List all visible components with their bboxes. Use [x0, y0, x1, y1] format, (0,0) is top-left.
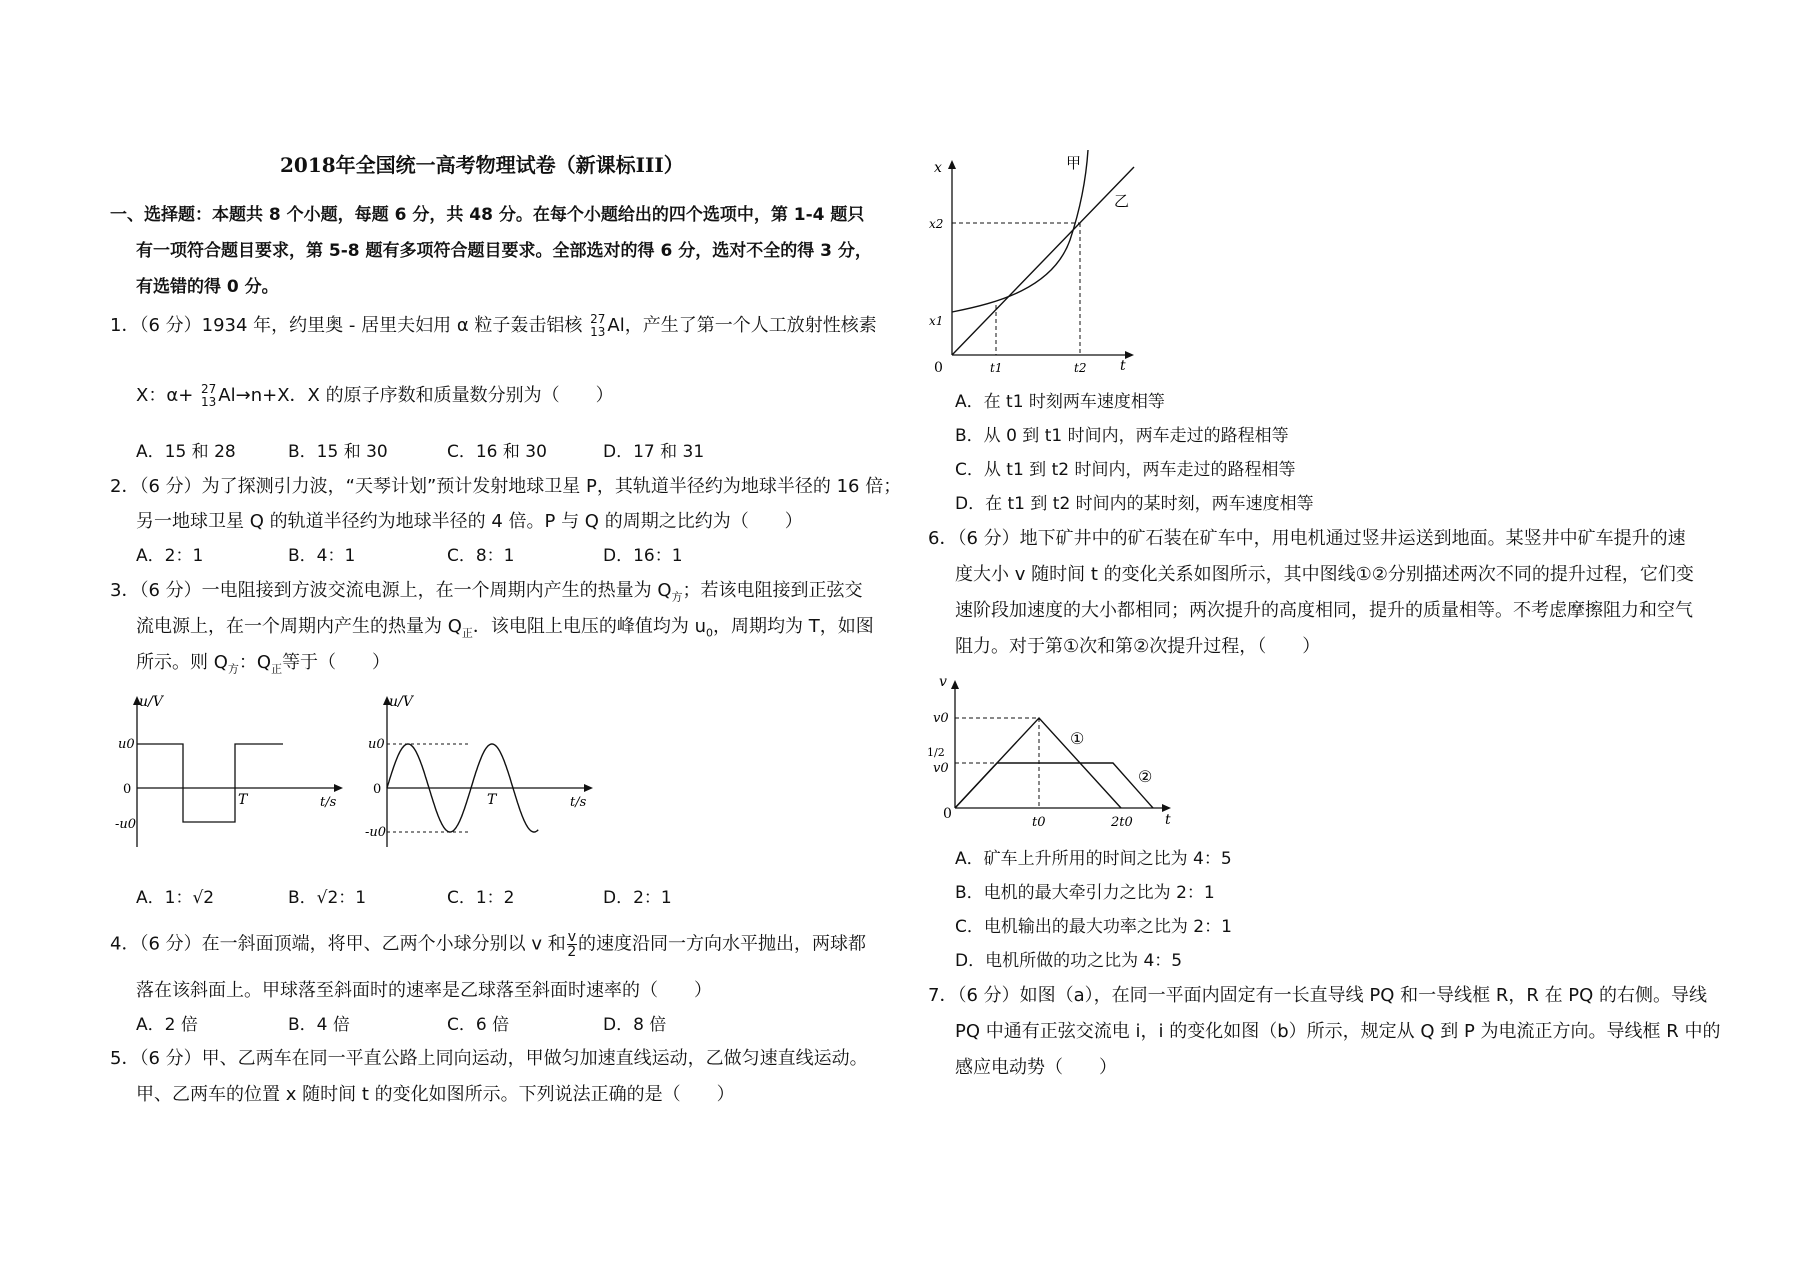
- q6-option-b: B．电机的最大牵引力之比为 2：1: [955, 883, 1215, 903]
- q7-line2: PQ 中通有正弦交流电 i，i 的变化如图（b）所示，规定从 Q 到 P 为电流正方向。导线框 R 中的: [955, 1021, 1721, 1042]
- q3-sq-T: T: [238, 792, 248, 808]
- q6-line-2: [955, 763, 1153, 808]
- q1-line2: X：α+ 27 13 Al→n+X．X 的原子序数和质量数分别为（ ）: [136, 382, 614, 409]
- q2-option-d: D．16：1: [603, 546, 683, 566]
- q5-line2: 甲、乙两车的位置 x 随时间 t 的变化如图所示。下列说法正确的是（ ）: [136, 1084, 735, 1105]
- q3-option-a: A．1：√2: [136, 888, 215, 908]
- q5-x-axis-label: x: [934, 160, 942, 176]
- q6-line4: 阻力。对于第①次和第②次提升过程，（ ）: [955, 636, 1321, 657]
- q2-option-b: B．4：1: [288, 546, 356, 566]
- q3-sin-y-label: u/V: [389, 694, 413, 710]
- q3-line1: 3．（6 分）一电阻接到方波交流电源上，在一个周期内产生的热量为 $Q_方$；若该电阻接到正弦交: [110, 580, 863, 604]
- q3-sq-x-label: t/s: [320, 795, 337, 810]
- q6-option-c: C．电机输出的最大功率之比为 2：1: [955, 917, 1232, 937]
- q6-velocity-time-graph: [925, 670, 1185, 830]
- q5-zero: 0: [934, 360, 943, 375]
- q3-sin-zero: 0: [373, 782, 382, 797]
- section-header-line1: 一、选择题：本题共 8 个小题，每题 6 分，共 48 分。在每个小题给出的四个选项中，第 1-4 题只: [110, 205, 865, 225]
- q5-curve-jia: [952, 150, 1088, 312]
- q6-option-d: D．电机所做的功之比为 4：5: [955, 951, 1183, 971]
- q7-line1: 7．（6 分）如图（a），在同一平面内固定有一长直导线 PQ 和一导线框 R，R 在 PQ 的右侧。导线: [928, 985, 1708, 1006]
- q2-option-a: A．2：1: [136, 546, 204, 566]
- q3-square-wave-graph: [115, 692, 350, 852]
- q6-line1: 6．（6 分）地下矿井中的矿石装在矿车中，用电机通过竖井运送到地面。某竖井中矿车提升的速: [928, 528, 1686, 549]
- q2-line2: 另一地球卫星 Q 的轨道半径约为地球半径的 4 倍。P 与 Q 的周期之比约为（ ）: [136, 511, 803, 532]
- q1-option-d: D．17 和 31: [603, 442, 705, 462]
- q6-half-v0: v0: [933, 761, 949, 776]
- q1-option-a: A．15 和 28: [136, 442, 236, 462]
- q1-nuclide-symbol: Al: [607, 315, 625, 336]
- q3-sin-neg-u0: -u0: [365, 825, 387, 840]
- q5-position-time-graph: [928, 140, 1148, 375]
- q5-t1: t1: [990, 361, 1003, 375]
- q3-option-b: B．√2：1: [288, 888, 367, 908]
- q4-line1: 4．（6 分）在一斜面顶端，将甲、乙两个小球分别以 v 和 $\frac{v}{2}$ 的速度沿同一方向水平抛出，两球都: [110, 929, 867, 960]
- q4-option-d: D．8 倍: [603, 1015, 667, 1035]
- section-header-line2: 有一项符合题目要求，第 5-8 题有多项符合题目要求。全部选对的得 6 分，选对不全的得 3 分，: [136, 241, 872, 261]
- q6-option-a: A．矿车上升所用的时间之比为 4：5: [955, 849, 1232, 869]
- q3-sine-wave-graph: [365, 692, 605, 852]
- q3-sq-zero: 0: [123, 782, 132, 797]
- q2-option-c: C．8：1: [447, 546, 515, 566]
- q2-line1: 2．（6 分）为了探测引力波，“天琴计划”预计发射地球卫星 P，其轨道半径约为地球半径的 16 倍；: [110, 476, 902, 497]
- q5-label-yi: 乙: [1114, 192, 1130, 210]
- q5-line1: 5．（6 分）甲、乙两车在同一平直公路上同向运动，甲做匀加速直线运动，乙做匀速直线运动。: [110, 1048, 868, 1069]
- q6-t-axis-label: t: [1165, 812, 1171, 828]
- q6-2t0: 2t0: [1111, 815, 1133, 830]
- q1-option-c: C．16 和 30: [447, 442, 547, 462]
- q6-line2: 度大小 v 随时间 t 的变化关系如图所示，其中图线①②分别描述两次不同的提升过程，它们变: [955, 564, 1694, 585]
- section-header-line3: 有选错的得 0 分。: [136, 277, 279, 297]
- q5-x2: x2: [929, 217, 944, 231]
- q5-line-yi: [952, 167, 1134, 355]
- q3-sq-u0: u0: [118, 737, 135, 752]
- q5-t-axis-label: t: [1120, 358, 1126, 374]
- q5-t2: t2: [1074, 361, 1087, 375]
- q4-option-b: B．4 倍: [288, 1015, 350, 1035]
- q1-line1: [110, 313, 877, 339]
- q3-sq-y-label: u/V: [139, 694, 163, 710]
- q3-sin-x-label: t/s: [570, 795, 587, 810]
- q4-option-a: A．2 倍: [136, 1015, 198, 1035]
- q6-line3: 速阶段加速度的大小都相同；两次提升的高度相同，提升的质量相等。不考虑摩擦阻力和空气: [955, 600, 1693, 621]
- q6-label-2: ②: [1138, 767, 1153, 786]
- q6-v0: v0: [933, 711, 949, 726]
- q3-option-c: C．1：2: [447, 888, 515, 908]
- q6-t0: t0: [1032, 815, 1046, 830]
- q7-line3: 感应电动势（ ）: [955, 1057, 1117, 1078]
- q3-line2: 流电源上，在一个周期内产生的热量为 $Q_正$．该电阻上电压的峰值均为 $u_0$，周期均为 T，如图: [136, 616, 874, 640]
- q6-half: 1/2: [927, 746, 945, 759]
- q4-fraction: $\frac{v}{2}$: [567, 929, 577, 960]
- q6-zero: 0: [943, 806, 952, 822]
- q5-label-jia: 甲: [1066, 154, 1082, 172]
- q1-nuclide: 27 13: [590, 312, 606, 339]
- q5-option-a: A．在 t1 时刻两车速度相等: [955, 392, 1165, 412]
- q6-v-axis-label: v: [939, 674, 947, 690]
- q4-line2: 落在该斜面上。甲球落至斜面时的速率是乙球落至斜面时速率的（ ）: [136, 980, 712, 1001]
- q3-sq-neg-u0: -u0: [115, 817, 137, 832]
- q5-option-b: B．从 0 到 t1 时间内，两车走过的路程相等: [955, 426, 1289, 446]
- q4-option-c: C．6 倍: [447, 1015, 510, 1035]
- q1-option-b: B．15 和 30: [288, 442, 388, 462]
- q3-option-d: D．2：1: [603, 888, 672, 908]
- q3-sin-u0: u0: [368, 737, 385, 752]
- q3-line3: 所示。则 $Q_方$：$Q_正$等于（ ）: [136, 652, 391, 676]
- page-title: 2018年全国统一高考物理试卷（新课标III）: [280, 153, 684, 177]
- q6-label-1: ①: [1070, 729, 1085, 748]
- q1-text-post: ，产生了第一个人工放射性核素: [624, 315, 877, 336]
- q1-text-pre: 1．（6 分）1934 年，约里奥 - 居里夫妇用 α 粒子轰击铝核: [110, 315, 583, 336]
- q3-sin-T: T: [487, 792, 497, 808]
- q5-option-c: C．从 t1 到 t2 时间内，两车走过的路程相等: [955, 460, 1296, 480]
- q5-x1: x1: [929, 314, 944, 328]
- q5-option-d: D．在 t1 到 t2 时间内的某时刻，两车速度相等: [955, 494, 1314, 514]
- q1-nuclide-2: 27 13: [201, 382, 217, 409]
